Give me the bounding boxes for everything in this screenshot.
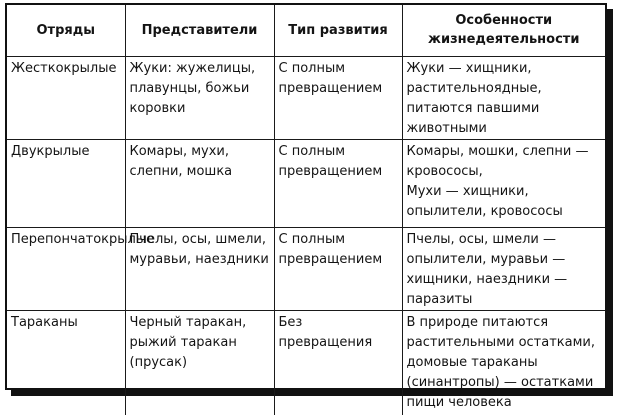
insect-orders-table-frame — [5, 3, 607, 410]
cell-order: Жесткокрылые — [7, 56, 125, 139]
header-development-type: Тип развития — [274, 5, 402, 56]
table-row — [7, 310, 605, 415]
cell-features — [402, 139, 605, 227]
feature-line: Пчелы, осы, шмели — опылители, муравьи — хищники, наездники — паразиты — [406, 231, 568, 307]
feature-line: Комары, мошки, слепни — кровососы, — [406, 143, 589, 179]
table-row — [7, 139, 605, 227]
cell-representatives: Жуки: жужелицы, плавунцы, божьи коровки — [125, 56, 274, 139]
cell-features — [402, 310, 605, 415]
header-features: Особенности жизнедеятельности — [402, 5, 605, 56]
cell-development: С полным превращением — [274, 227, 402, 310]
insect-orders-table — [7, 5, 605, 415]
cell-representatives: Пчелы, осы, шмели, муравьи, наездники — [125, 227, 274, 310]
table-header-row — [7, 5, 605, 56]
cell-features — [402, 56, 605, 139]
cell-order: Перепончатокрылые — [7, 227, 125, 310]
feature-line: Жуки — хищники, растительноядные, питаются павшими животными — [406, 60, 542, 136]
table-row — [7, 56, 605, 139]
cell-features — [402, 227, 605, 310]
cell-development: С полным превращением — [274, 139, 402, 227]
cell-order: Тараканы — [7, 310, 125, 415]
header-orders: Отряды — [7, 5, 125, 56]
feature-line: В природе питаются растительными остатками, домовые тараканы (синантропы) — остатками пищи человека — [406, 314, 595, 410]
cell-development: Без превращения — [274, 310, 402, 415]
header-representatives: Представители — [125, 5, 274, 56]
table-row — [7, 227, 605, 310]
cell-representatives: Черный таракан, рыжий таракан (прусак) — [125, 310, 274, 415]
cell-order: Двукрылые — [7, 139, 125, 227]
feature-line: Мухи — хищники, опылители, кровососы — [406, 183, 563, 219]
cell-development: С полным превращением — [274, 56, 402, 139]
cell-representatives: Комары, мухи, слепни, мошка — [125, 139, 274, 227]
